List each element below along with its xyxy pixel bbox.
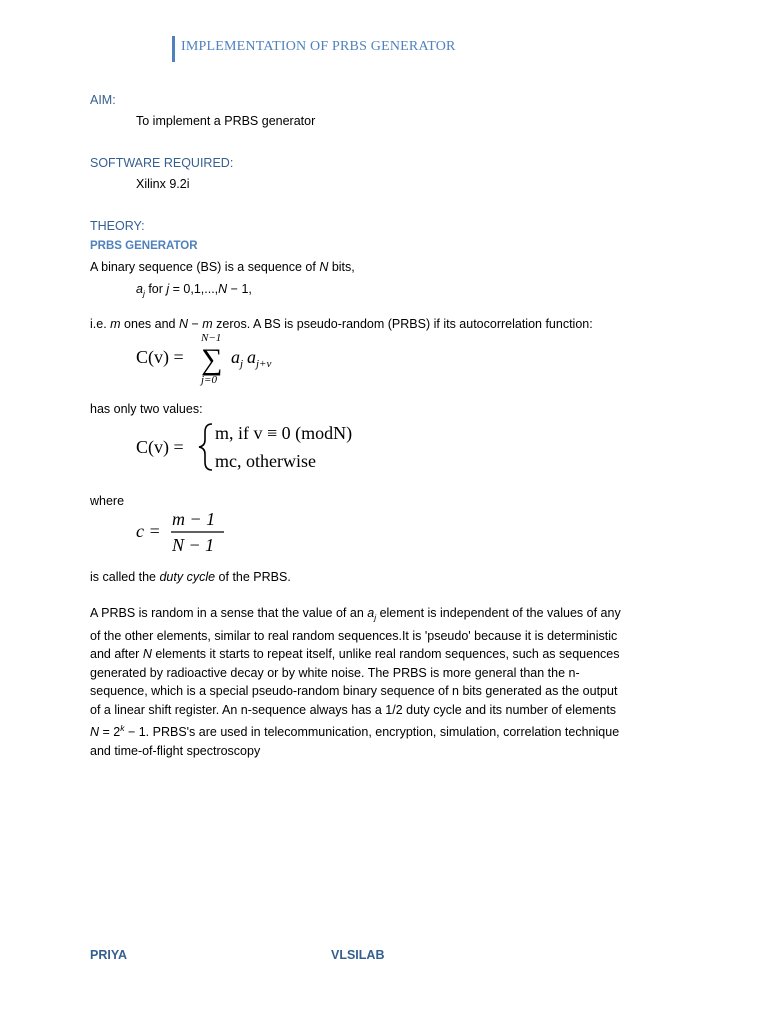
paragraph-line-7: $N = 2^k - 1$. PRBS's are used in telecommunication, encryption, simulation, correlation technique	[90, 722, 620, 740]
paragraph-line-4: generated by radioactive decay or by white noise. The PRBS is more general than the n-	[90, 665, 580, 680]
prbs-subheading: PRBS GENERATOR	[90, 240, 198, 252]
eq3-lhs: c =	[136, 521, 161, 541]
footer-author: PRIYA	[90, 948, 128, 962]
eq1-term-a: a	[231, 347, 240, 367]
eq1-sub-j: j	[240, 358, 244, 370]
autocorrelation-equation	[134, 330, 304, 388]
paragraph-line-6: of a linear shift register. An n-sequence always has a 1/2 duty cycle and its number of elements	[90, 702, 616, 717]
pseudo-random-line: i.e. m ones and N − m zeros. A BS is pseudo-random (PRBS) if its autocorrelation function:	[90, 317, 593, 331]
paragraph-line-1: A PRBS is random in a sense that the value of an $a_j$ element is independent of the values of any	[90, 606, 621, 623]
header-accent-bar	[172, 36, 175, 62]
page-title: IMPLEMENTATION OF PRBS GENERATOR	[181, 39, 456, 54]
index-line: $a_j$ for j = 0,1,...,N − 1,	[136, 282, 252, 299]
theory-heading: THEORY:	[90, 219, 145, 233]
prbs-paragraph	[90, 604, 690, 760]
eq1-upper-limit: N−1	[201, 332, 222, 344]
duty-cycle-equation	[134, 505, 244, 555]
where-text: where	[90, 494, 125, 508]
cases-equation	[134, 418, 394, 476]
software-heading: SOFTWARE REQUIRED:	[90, 156, 234, 170]
paragraph-line-3: and after N elements it starts to repeat itself, unlike real random sequences, such as sequences	[90, 647, 620, 662]
paragraph-line-2: of the other elements, similar to real random sequences.It is 'pseudo' because it is deterministic	[90, 628, 618, 643]
sigma-symbol: ∑	[201, 343, 223, 376]
left-brace	[199, 424, 212, 470]
fraction-denominator: N − 1	[172, 535, 215, 555]
eq1-lower-limit: j=0	[201, 374, 217, 386]
case-one: m, if v ≡ 0 (modN)	[215, 423, 353, 443]
fraction-numerator: m − 1	[172, 509, 216, 529]
software-text: Xilinx 9.2i	[136, 177, 190, 191]
two-values-text: has only two values:	[90, 402, 203, 416]
footer-lab: VLSILAB	[331, 948, 385, 962]
paragraph-line-5: sequence, which is a special pseudo-random binary sequence of n bits generated as the output	[90, 684, 618, 699]
eq1-sub-jv: j+v	[256, 358, 272, 370]
eq1-term-a2: a	[247, 347, 256, 367]
definition-line: A binary sequence (BS) is a sequence of N bits,	[90, 260, 355, 274]
eq2-lhs: C(v) =	[136, 437, 184, 457]
duty-cycle-line: is called the duty cycle of the PRBS.	[90, 570, 291, 584]
paragraph-line-8: and time-of-flight spectroscopy	[90, 743, 261, 758]
aim-text: To implement a PRBS generator	[136, 114, 316, 128]
case-two: mc, otherwise	[215, 451, 316, 471]
eq1-lhs: C(v) =	[136, 347, 184, 367]
aim-heading: AIM:	[90, 93, 116, 107]
